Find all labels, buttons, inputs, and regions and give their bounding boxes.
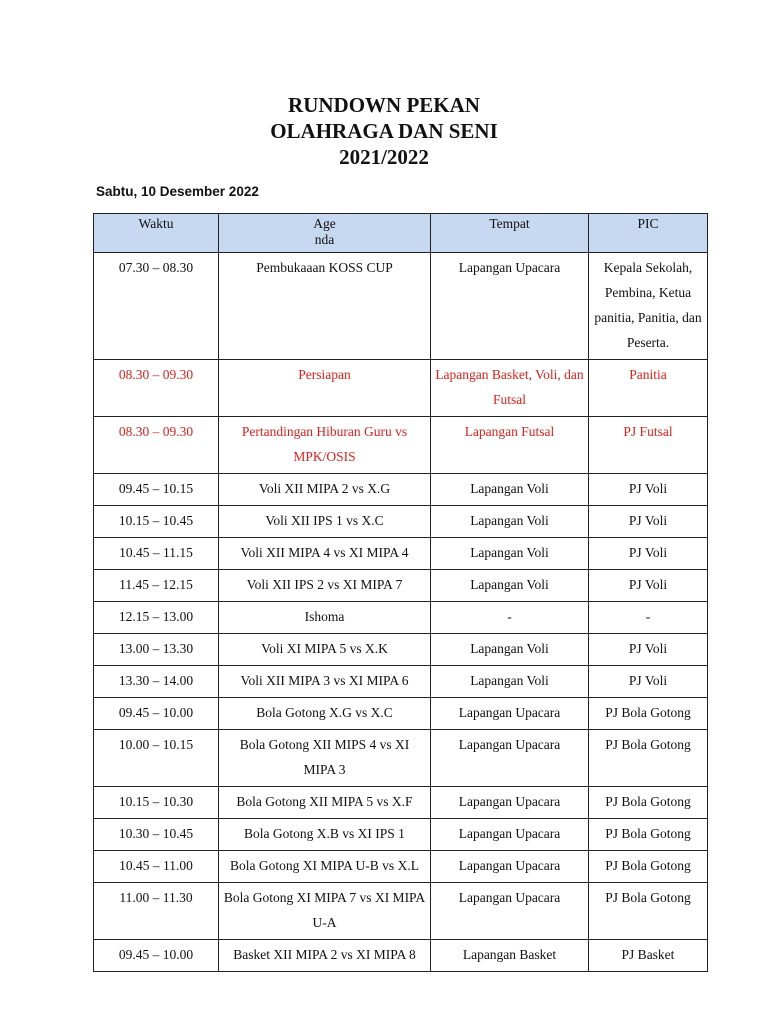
cell-agenda: Voli XII MIPA 2 vs X.G xyxy=(219,474,431,506)
cell-agenda: Bola Gotong X.B vs XI IPS 1 xyxy=(219,819,431,851)
cell-waktu: 10.00 – 10.15 xyxy=(94,730,219,787)
cell-agenda: Basket XII MIPA 2 vs XI MIPA 8 xyxy=(219,940,431,972)
cell-agenda: Voli XII IPS 1 vs X.C xyxy=(219,506,431,538)
document-title xyxy=(0,92,768,170)
cell-tempat: Lapangan Voli xyxy=(431,538,589,570)
cell-tempat: Lapangan Futsal xyxy=(431,417,589,474)
cell-pic: PJ Basket xyxy=(589,940,708,972)
cell-pic: PJ Bola Gotong xyxy=(589,851,708,883)
cell-waktu: 08.30 – 09.30 xyxy=(94,417,219,474)
cell-pic: - xyxy=(589,602,708,634)
cell-waktu: 10.45 – 11.00 xyxy=(94,851,219,883)
cell-pic: PJ Futsal xyxy=(589,417,708,474)
cell-tempat: Lapangan Voli xyxy=(431,474,589,506)
cell-waktu: 09.45 – 10.00 xyxy=(94,698,219,730)
cell-waktu: 10.30 – 10.45 xyxy=(94,819,219,851)
cell-pic: PJ Voli xyxy=(589,474,708,506)
cell-waktu: 13.00 – 13.30 xyxy=(94,634,219,666)
cell-waktu: 11.00 – 11.30 xyxy=(94,883,219,940)
cell-pic: PJ Bola Gotong xyxy=(589,730,708,787)
table-row xyxy=(94,570,708,602)
cell-agenda: Bola Gotong XII MIPS 4 vs XI MIPA 3 xyxy=(219,730,431,787)
table-row xyxy=(94,819,708,851)
table-row xyxy=(94,602,708,634)
table-row xyxy=(94,538,708,570)
table-row xyxy=(94,666,708,698)
table-row xyxy=(94,730,708,787)
cell-pic: PJ Voli xyxy=(589,538,708,570)
cell-tempat: Lapangan Upacara xyxy=(431,730,589,787)
table-row xyxy=(94,474,708,506)
table-row xyxy=(94,506,708,538)
table-row xyxy=(94,787,708,819)
cell-agenda: Pertandingan Hiburan Guru vs MPK/OSIS xyxy=(219,417,431,474)
cell-agenda: Bola Gotong XII MIPA 5 vs X.F xyxy=(219,787,431,819)
table-body xyxy=(94,253,708,972)
table-row xyxy=(94,883,708,940)
header-tempat: Tempat xyxy=(431,214,589,253)
rundown-table xyxy=(93,213,708,972)
table-row xyxy=(94,360,708,417)
cell-pic: PJ Bola Gotong xyxy=(589,787,708,819)
table-row xyxy=(94,940,708,972)
cell-agenda: Bola Gotong X.G vs X.C xyxy=(219,698,431,730)
cell-tempat: Lapangan Basket xyxy=(431,940,589,972)
cell-agenda: Bola Gotong XI MIPA U-B vs X.L xyxy=(219,851,431,883)
cell-waktu: 08.30 – 09.30 xyxy=(94,360,219,417)
cell-agenda: Voli XII MIPA 4 vs XI MIPA 4 xyxy=(219,538,431,570)
cell-tempat: Lapangan Upacara xyxy=(431,883,589,940)
table-row xyxy=(94,417,708,474)
cell-waktu: 07.30 – 08.30 xyxy=(94,253,219,360)
header-agenda xyxy=(219,214,431,253)
cell-tempat: Lapangan Basket, Voli, dan Futsal xyxy=(431,360,589,417)
title-line-1: RUNDOWN PEKAN xyxy=(288,93,480,117)
title-line-2: OLAHRAGA DAN SENI xyxy=(270,119,498,143)
cell-pic: PJ Bola Gotong xyxy=(589,883,708,940)
table-header-row xyxy=(94,214,708,253)
title-line-3: 2021/2022 xyxy=(339,145,429,169)
cell-waktu: 09.45 – 10.15 xyxy=(94,474,219,506)
header-waktu: Waktu xyxy=(94,214,219,253)
cell-waktu: 10.15 – 10.30 xyxy=(94,787,219,819)
cell-waktu: 12.15 – 13.00 xyxy=(94,602,219,634)
cell-agenda: Voli XII MIPA 3 vs XI MIPA 6 xyxy=(219,666,431,698)
cell-pic: PJ Voli xyxy=(589,570,708,602)
cell-tempat: Lapangan Voli xyxy=(431,634,589,666)
table-row xyxy=(94,253,708,360)
table-row xyxy=(94,851,708,883)
cell-tempat: Lapangan Upacara xyxy=(431,851,589,883)
cell-waktu: 10.45 – 11.15 xyxy=(94,538,219,570)
cell-agenda: Ishoma xyxy=(219,602,431,634)
cell-agenda: Pembukaaan KOSS CUP xyxy=(219,253,431,360)
cell-waktu: 09.45 – 10.00 xyxy=(94,940,219,972)
cell-agenda: Persiapan xyxy=(219,360,431,417)
cell-tempat: Lapangan Upacara xyxy=(431,787,589,819)
cell-tempat: Lapangan Voli xyxy=(431,666,589,698)
cell-pic: Kepala Sekolah, Pembina, Ketua panitia, Panitia, dan Peserta. xyxy=(589,253,708,360)
cell-pic: PJ Voli xyxy=(589,634,708,666)
cell-agenda: Bola Gotong XI MIPA 7 vs XI MIPA U-A xyxy=(219,883,431,940)
header-agenda-line-2: nda xyxy=(314,232,335,247)
cell-waktu: 11.45 – 12.15 xyxy=(94,570,219,602)
header-pic: PIC xyxy=(589,214,708,253)
table-row xyxy=(94,634,708,666)
cell-tempat: Lapangan Voli xyxy=(431,570,589,602)
cell-waktu: 13.30 – 14.00 xyxy=(94,666,219,698)
cell-pic: PJ Voli xyxy=(589,666,708,698)
cell-tempat: Lapangan Voli xyxy=(431,506,589,538)
cell-tempat: Lapangan Upacara xyxy=(431,819,589,851)
cell-agenda: Voli XI MIPA 5 vs X.K xyxy=(219,634,431,666)
cell-pic: PJ Bola Gotong xyxy=(589,698,708,730)
cell-tempat: Lapangan Upacara xyxy=(431,253,589,360)
cell-tempat: Lapangan Upacara xyxy=(431,698,589,730)
cell-pic: PJ Voli xyxy=(589,506,708,538)
event-date: Sabtu, 10 Desember 2022 xyxy=(96,184,259,199)
cell-agenda: Voli XII IPS 2 vs XI MIPA 7 xyxy=(219,570,431,602)
cell-waktu: 10.15 – 10.45 xyxy=(94,506,219,538)
cell-pic: Panitia xyxy=(589,360,708,417)
header-agenda-line-1: Age xyxy=(313,216,336,231)
cell-pic: PJ Bola Gotong xyxy=(589,819,708,851)
cell-tempat: - xyxy=(431,602,589,634)
table-row xyxy=(94,698,708,730)
